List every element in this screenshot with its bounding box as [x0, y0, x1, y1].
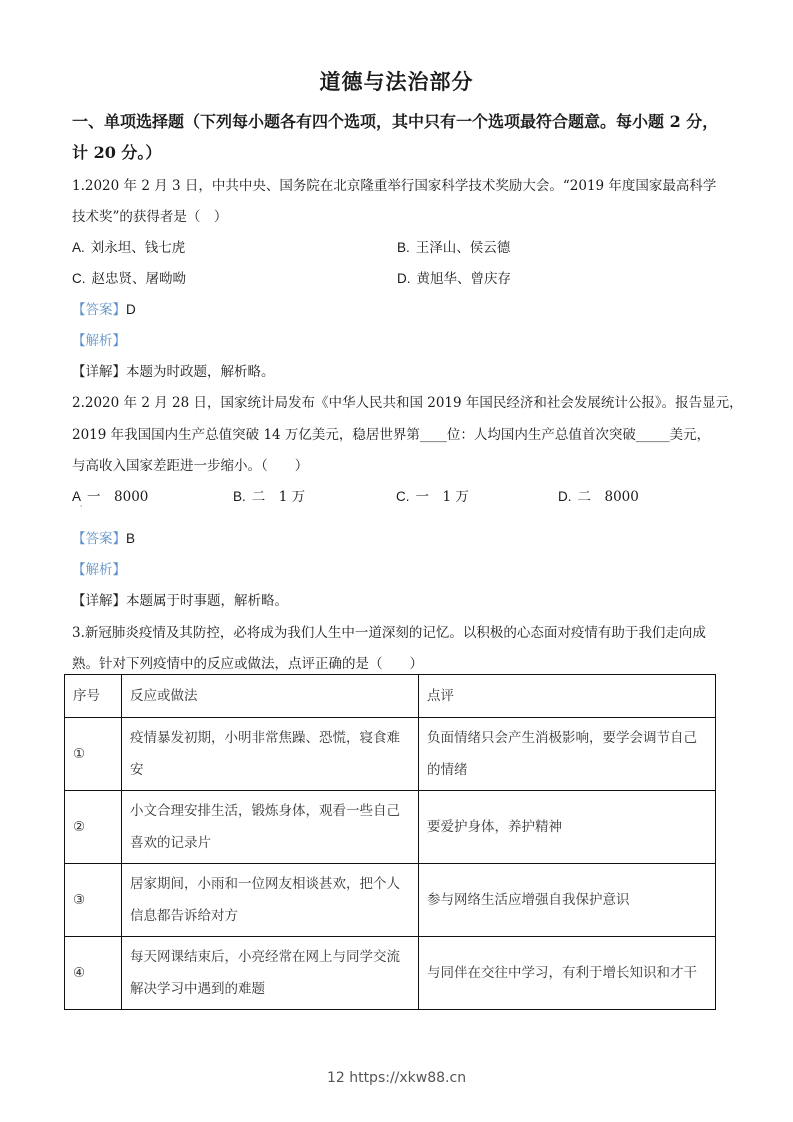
option-text: 二 8000: [577, 489, 639, 505]
q2-option-d: [558, 485, 639, 505]
option-key: C.: [396, 489, 410, 504]
q1-analysis: [72, 329, 126, 349]
q2-stem-line2: 2019 年我国国内生产总值突破 14 万亿美元，稳居世界第____位：人均国内生产总值首次突破_____美元，: [72, 427, 711, 443]
q3-stem-line1: 3.新冠肺炎疫情及其防控，必将成为我们人生中一道深刻的记忆。以积极的心态面对疫情有助于我们走向成: [72, 625, 706, 641]
cell-action: 疫情暴发初期，小明非常焦躁、恐慌，寝食难安: [122, 718, 419, 791]
q1-option-b: [397, 236, 510, 256]
cell-comment: 要爱护身体，养护精神: [419, 791, 716, 864]
option-key: C.: [72, 271, 86, 286]
q2-option-b: [233, 485, 305, 505]
q2-stem-line3: 与高收入国家差距进一步缩小。（ ）: [72, 458, 309, 474]
cell-action: 居家期间，小雨和一位网友相谈甚欢，把个人信息都告诉给对方: [122, 864, 419, 937]
detail-text: 本题为时政题，解析略。: [126, 364, 275, 380]
detail-text: 本题属于时事题，解析略。: [126, 593, 288, 609]
option-key: B.: [397, 240, 410, 255]
option-key: A: [72, 489, 82, 504]
option-text: 黄旭华、曾庆存: [416, 271, 511, 287]
q2-option-c: [396, 485, 469, 505]
option-text: 赵忠贤、屠呦呦: [91, 271, 186, 287]
q3-stem-line2: 熟。针对下列疫情中的反应或做法，点评正确的是（ ）: [72, 656, 423, 672]
q1-detail: [72, 360, 275, 380]
cell-no: ②: [65, 791, 122, 864]
option-key: B.: [233, 489, 246, 504]
header-cell-comment: 点评: [419, 675, 716, 718]
cell-no: ④: [65, 937, 122, 1010]
option-key: A.: [72, 240, 85, 255]
detail-label: 【详解】: [72, 593, 126, 609]
option-text: 二 1 万: [251, 489, 306, 505]
option-text: 王泽山、侯云德: [415, 240, 511, 256]
answer-label: 【答案】: [72, 302, 126, 318]
q2-answer: [72, 527, 135, 547]
cell-comment: 与同伴在交往中学习，有利于增长知识和才干: [419, 937, 716, 1010]
cell-action: 小文合理安排生活，锻炼身体，观看一些自己喜欢的记录片: [122, 791, 419, 864]
page-footer: 12 https://xkw88.cn: [326, 1070, 467, 1086]
q3-table: [64, 674, 716, 1010]
cell-no: ①: [65, 718, 122, 791]
table-row: [65, 937, 716, 1010]
q1-answer: [72, 298, 136, 318]
table-row: [65, 791, 716, 864]
answer-label: 【答案】: [72, 531, 126, 547]
cell-action: 每天网课结束后，小亮经常在网上与同学交流解决学习中遇到的难题: [122, 937, 419, 1010]
cell-comment: 负面情绪只会产生消极影响，要学会调节自己的情绪: [419, 718, 716, 791]
table-row: [65, 864, 716, 937]
q2-detail: [72, 589, 288, 609]
q2-analysis: [72, 558, 126, 578]
header-cell-action: 反应或做法: [122, 675, 419, 718]
cell-comment: 参与网络生活应增强自我保护意识: [419, 864, 716, 937]
table-row: [65, 718, 716, 791]
page-title: 道德与法治部分: [319, 69, 474, 94]
table-header-row: [65, 675, 716, 718]
analysis-label: 【解析】: [72, 562, 126, 578]
q1-stem-line1: 1.2020 年 2 月 3 日，中共中央、国务院在北京隆重举行国家科学技术奖励大会。“2019 年度国家最高科学: [72, 178, 717, 194]
answer-value: B: [126, 531, 136, 546]
q2-option-a: [72, 485, 148, 505]
detail-label: 【详解】: [72, 364, 126, 380]
section-heading-line1: 一、单项选择题（下列每小题各有四个选项，其中只有一个选项最符合题意。每小题 2 分，: [72, 112, 719, 131]
q2-stem-line1: 2.2020 年 2 月 28 日，国家统计局发布《中华人民共和国 2019 年国民经济和社会发展统计公报》。报告显元，: [72, 395, 743, 411]
option-text: 刘永坦、钱七虎: [90, 240, 186, 256]
q1-stem-line2: 技术奖”的获得者是（ ）: [72, 209, 228, 225]
q1-option-d: [397, 267, 511, 287]
stray-mark: ': [80, 504, 83, 513]
cell-no: ③: [65, 864, 122, 937]
option-key: D.: [558, 489, 572, 504]
section-heading-line2: 计 20 分。）: [72, 143, 162, 162]
header-cell-no: 序号: [65, 675, 122, 718]
option-text: 一 8000: [87, 489, 149, 505]
option-text: 一 1 万: [415, 489, 469, 505]
analysis-label: 【解析】: [72, 333, 126, 349]
q1-option-a: [72, 236, 185, 256]
answer-value: D: [126, 302, 136, 317]
q1-option-c: [72, 267, 186, 287]
option-key: D.: [397, 271, 411, 286]
